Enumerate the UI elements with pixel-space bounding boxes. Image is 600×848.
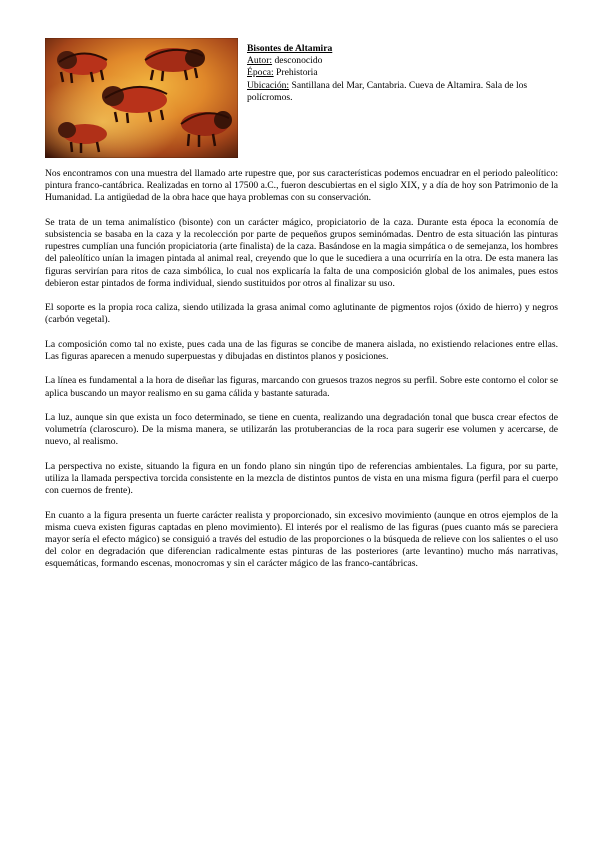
epoch-value: Prehistoria <box>273 67 318 79</box>
paragraph: La composición como tal no existe, pues cada una de las figuras se concibe de manera aislada, no existiendo relaciones entre ellas. Las figuras aparecen a menudo superpuestas y dibujadas en distintos planos y posiciones. <box>45 338 558 362</box>
paragraph: Nos encontramos con una muestra del llamado arte rupestre que, por sus características podemos encuadrar en el periodo paleolítico: pintura franco-cantábrica. Realizadas en torno al 17500 a.C., fueron descubiertas en el siglo XIX, y a día de hoy son Patrimonio de la Humanidad. La antigüedad de la obra hace que haya problemas con su conservación. <box>45 168 558 204</box>
location-label: Ubicación: <box>247 79 290 91</box>
author-value: desconocido <box>272 55 323 67</box>
bison-painting-icon <box>45 38 238 158</box>
paragraph: La perspectiva no existe, situando la figura en un fondo plano sin ningún tipo de referencias ambientales. La figura, por su parte, utiliza la llamada perspectiva torcida consistente en la mezcla de distintos puntos de vista en una misma figura (perfil para el cuerpo con cuernos de frente). <box>45 460 558 497</box>
paragraph: La línea es fundamental a la hora de diseñar las figuras, marcando con gruesos trazos negros su perfil. Sobre este contorno el color se aplica buscando un mayor realismo en su gama cálida y bastante saturada. <box>45 375 558 399</box>
paragraph: El soporte es la propia roca caliza, siendo utilizada la grasa animal como aglutinante de pigmentos rojos (óxido de hierro) y negros (carbón vegetal). <box>45 302 558 326</box>
author-line <box>247 55 561 67</box>
location-line <box>247 80 561 104</box>
paragraph: Se trata de un tema animalístico (bisonte) con un carácter mágico, propiciatorio de la caza. Durante esta época la economía de subsistencia se basaba en la caza y la recolección por parte de pequeños grupos seminómadas. Dentro de esta situación las pinturas rupestres cumplían una función propiciatoria (arte finalista) de la caza. Basándose en la magia simpática o de semejanza, los hombres del paleolítico unían la imagen pintada al animal real, creyendo que lo que le sucediera a una ocurriría en la otra. De esta manera las figuras servirían para ritos de caza simbólica, lo cual nos explicaría la falta de una composición global de los animales, pues estos debieron estar pintados de forma individual, siendo sustituidos por otros al finalizar su uso. <box>45 216 558 289</box>
commentary-body <box>45 168 558 583</box>
epoch-label: Época: <box>247 67 274 79</box>
artwork-title: Bisontes de Altamira <box>247 43 333 54</box>
cave-painting-image <box>45 38 238 158</box>
artwork-info <box>247 43 561 104</box>
author-label: Autor: <box>247 55 273 67</box>
paragraph: La luz, aunque sin que exista un foco determinado, se tiene en cuenta, realizando una degradación tonal que busca crear efectos de volumetría (claroscuro). De la misma manera, se utilizarán las protuberancias de la roca para sugerir ese volumen y acercarse, de nuevo, al realismo. <box>45 411 558 448</box>
epoch-line <box>247 67 561 79</box>
paragraph: En cuanto a la figura presenta un fuerte carácter realista y proporcionado, sin excesivo movimiento (aunque en otros ejemplos de la misma cueva existen figuras captadas en pleno movimiento). El interés por el realismo de las figuras (pues cuanto más se pareciera mayor sería el efecto mágico) se consiguió a través del estudio de las proporciones o la búsqueda de relieve con los salientes o el uso del color en degradación que diferencian radicalmente estas pinturas de las posteriores (arte levantino) mucho más narrativas, esquemáticas, formando escenas, monocromas y sin el carácter mágico de las franco-cantábricas. <box>45 509 558 570</box>
location-value: Santillana del Mar, Cantabria. Cueva de Altamira. Sala de los polícromos. <box>247 79 528 103</box>
